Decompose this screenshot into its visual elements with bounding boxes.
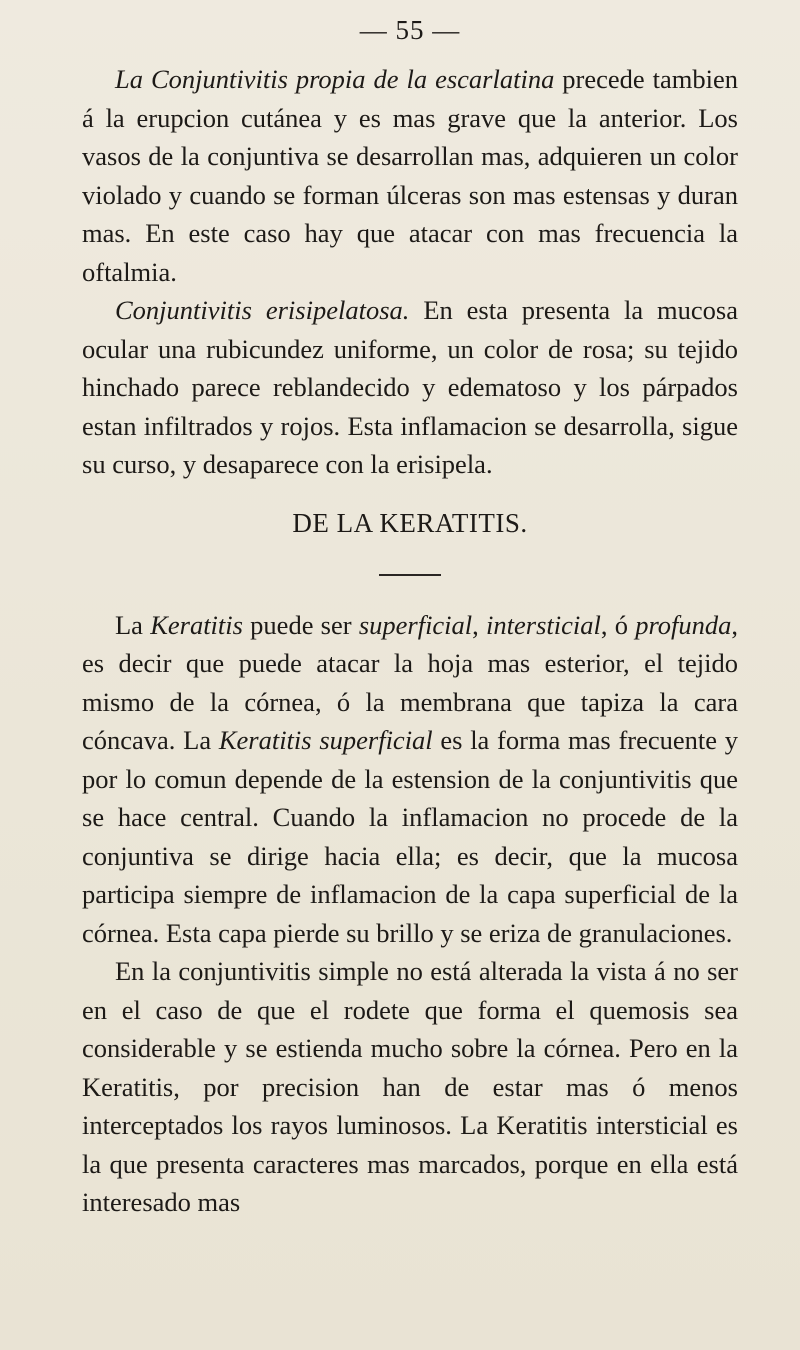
page-number: — 55 — bbox=[359, 15, 461, 45]
paragraph-erisipelatosa bbox=[82, 291, 738, 484]
text-run: es la forma mas frecuente y por lo comun depende de la estension de la conjuntivitis que se hace central. Cuando la inflamacion no procede de la conjuntiva se dirige hacia ella; es decir, que la mucosa participa siempre de inflamacion de la capa superficial de la córnea. Esta capa pierde su brillo y se eriza de granulaciones. bbox=[82, 725, 738, 948]
paragraph-escarlatina bbox=[82, 60, 738, 291]
text-run: , es decir que puede atacar la hoja mas esterior, el tejido mismo de la córnea, ó la membrana que tapiza la cara cóncava. La bbox=[82, 609, 739, 755]
paragraph-title: Conjuntivitis erisipelatosa. bbox=[115, 295, 410, 325]
paragraph-keratitis-forms bbox=[82, 606, 738, 953]
text-run: puede ser bbox=[242, 609, 359, 640]
text-run: , bbox=[472, 609, 487, 640]
paragraph-text: En esta presenta la mucosa ocular una rubicundez uniforme, un color de rosa; su tejido hinchado parece reblandecido y edematoso y los párpados estan infiltrados y rojos. Esta inflamacion se desarrolla, sigue su curso, y desaparece con la erisipela. bbox=[82, 295, 738, 479]
term-keratitis: Keratitis bbox=[150, 609, 243, 640]
term-superficial: superficial bbox=[358, 609, 473, 640]
term-keratitis-superficial: Keratitis superficial bbox=[218, 725, 433, 755]
paragraph-title: La Conjuntivitis propia de la escarlatina bbox=[115, 64, 555, 94]
text-run: La bbox=[115, 609, 151, 640]
text-run: , ó bbox=[600, 609, 636, 640]
section-divider bbox=[379, 574, 441, 576]
term-profunda: profunda bbox=[635, 609, 732, 640]
paragraph-conjuntivitis-simple: En la conjuntivitis simple no está alterada la vista á no ser en el caso de que el rodete que forma el quemosis sea considerable y se estienda mucho sobre la córnea. Pero en la Keratitis, por precision han de estar mas ó menos interceptados los rayos luminosos. La Keratitis intersticial es la que presenta caracteres mas marcados, porque en ella está interesado mas bbox=[82, 956, 738, 1217]
section-heading: DE LA KERATITIS. bbox=[292, 507, 528, 538]
paragraph-text: precede tambien á la erupcion cutánea y es mas grave que la anterior. Los vasos de la conjuntiva se desarrollan mas, adquieren un color violado y cuando se forman úlceras son mas estensas y duran mas. En este caso hay que atacar con mas frecuencia la oftalmia. bbox=[82, 64, 739, 287]
term-intersticial: intersticial bbox=[486, 609, 601, 640]
